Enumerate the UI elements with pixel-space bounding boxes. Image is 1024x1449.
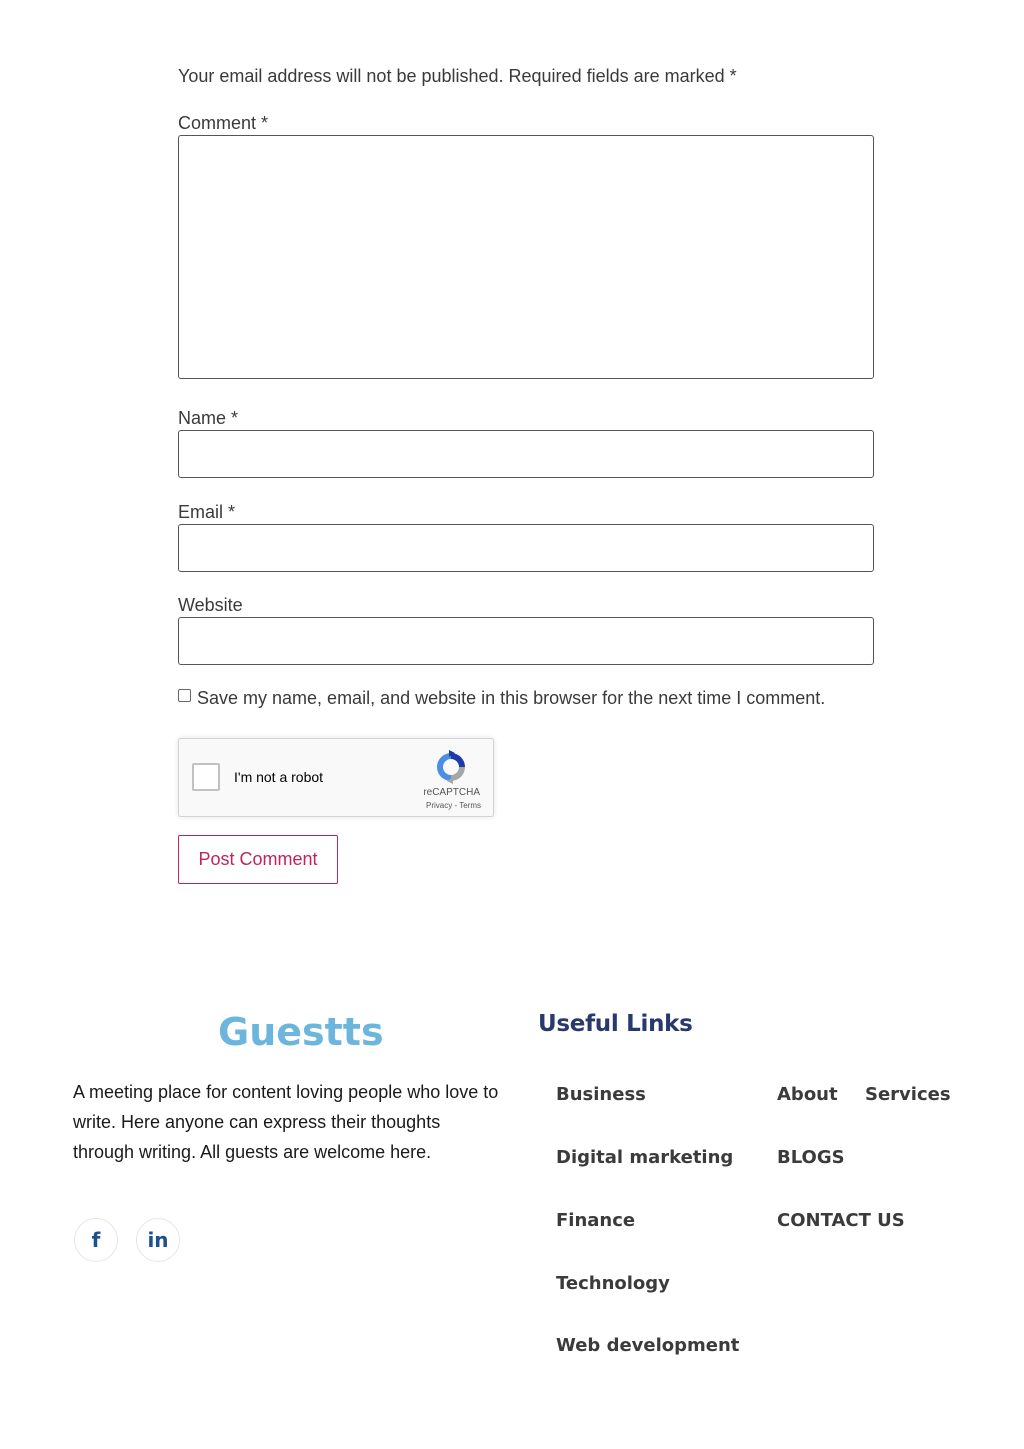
save-info-label: Save my name, email, and website in this browser for the next time I comment. [197, 688, 826, 708]
useful-links-heading: Useful Links [538, 1011, 693, 1037]
name-input[interactable] [178, 430, 874, 478]
name-label: Name * [178, 408, 239, 428]
footer-link-about[interactable]: About [777, 1084, 838, 1105]
website-input[interactable] [178, 617, 874, 665]
linkedin-glyph: in [147, 1228, 169, 1252]
recaptcha-widget [178, 738, 494, 817]
facebook-glyph: f [91, 1228, 101, 1252]
recaptcha-label: I'm not a robot [234, 769, 324, 785]
footer-about-text: A meeting place for content loving people who love to write. Here anyone can express their thoughts through writing. All guests are welcome here. [73, 1082, 499, 1162]
form-notice: Your email address will not be published. Required fields are marked * [178, 66, 737, 86]
save-info-row [178, 688, 825, 709]
comment-textarea[interactable] [178, 135, 874, 379]
footer-link-contact-us[interactable]: CONTACT US [777, 1210, 905, 1231]
footer-link-services[interactable]: Services [865, 1084, 951, 1105]
email-input[interactable] [178, 524, 874, 572]
email-label: Email * [178, 502, 236, 522]
comment-label: Comment * [178, 113, 269, 133]
footer-link-technology[interactable]: Technology [556, 1273, 670, 1294]
recaptcha-checkbox[interactable] [192, 763, 220, 791]
save-info-checkbox[interactable] [178, 689, 191, 702]
recaptcha-brand: reCAPTCHA [423, 787, 480, 798]
footer-link-blogs[interactable]: BLOGS [777, 1147, 845, 1168]
facebook-icon[interactable] [74, 1218, 118, 1262]
website-label: Website [178, 595, 243, 615]
recaptcha-links[interactable]: Privacy - Terms [426, 801, 481, 810]
linkedin-icon[interactable] [136, 1218, 180, 1262]
footer-link-web-development[interactable]: Web development [556, 1335, 740, 1356]
footer-link-finance[interactable]: Finance [556, 1210, 636, 1231]
footer-link-business[interactable]: Business [556, 1084, 646, 1105]
post-comment-button[interactable]: Post Comment [178, 835, 338, 884]
recaptcha-logo-icon [433, 749, 469, 785]
footer-link-digital-marketing[interactable]: Digital marketing [556, 1147, 734, 1168]
footer-brand-logo[interactable]: Guestts [218, 1010, 384, 1054]
